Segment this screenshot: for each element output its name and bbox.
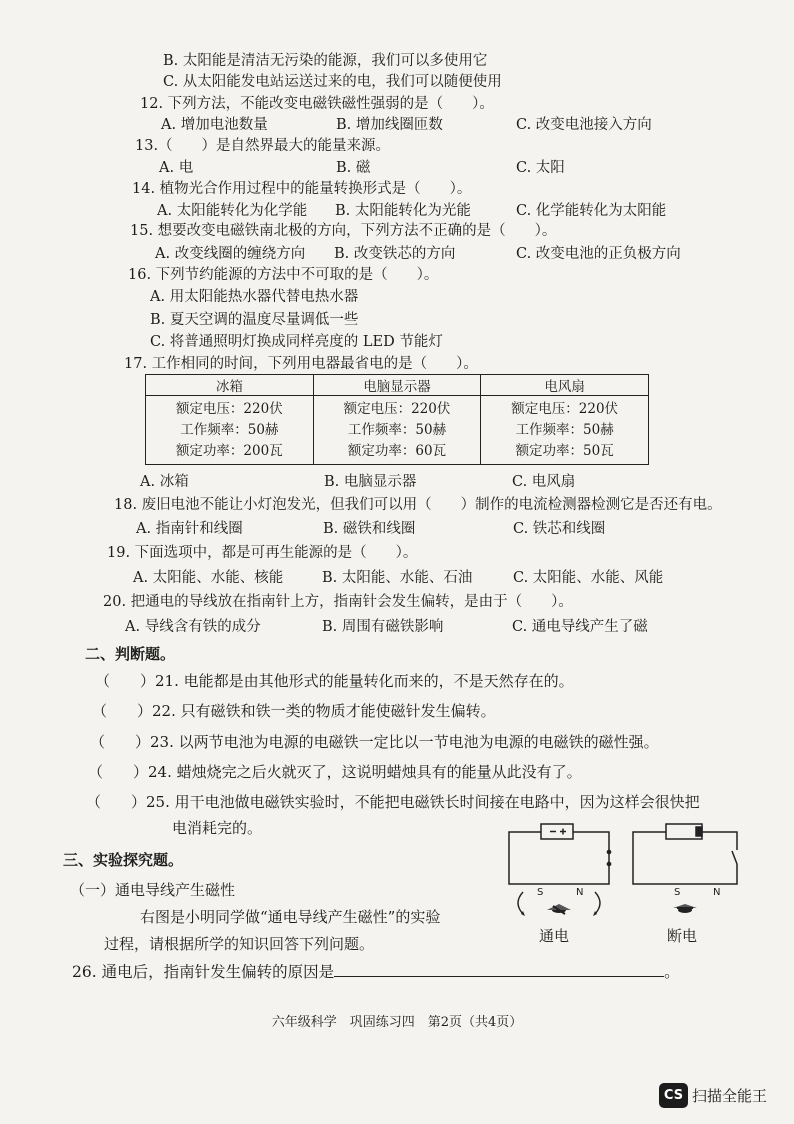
circuit-on [509,824,611,884]
table-header: 冰箱 [146,375,314,396]
table-cell [481,396,649,465]
q18-stem: 18. 废旧电池不能让小灯泡发光，但我们可以用（ ）制作的电流检测器检测它是否还有电。 [114,497,722,513]
q15-stem: 15. 想要改变电磁铁南北极的方向，下列方法不正确的是（ ）。 [130,223,557,239]
q17-option-b: B. 电脑显示器 [324,474,417,490]
judge-item-22: （ ）22. 只有磁铁和铁一类的物质才能使磁针发生偏转。 [92,702,496,720]
judge-item-24: （ ）24. 蜡烛烧完之后火就灭了，这说明蜡烛具有的能量从此没有了。 [88,763,582,781]
judge-item-23: （ ）23. 以两节电池为电源的电磁铁一定比以一节电池为电源的电磁铁的磁性强。 [90,733,659,751]
q15-option-a: A. 改变线圈的缠绕方向 [155,246,306,262]
section-heading-judge: 二、判断题。 [85,645,176,663]
experiment-figure [495,818,760,948]
q14-option-c: C. 化学能转化为太阳能 [516,203,667,219]
answer-blank[interactable] [334,962,664,977]
q18-option-b: B. 磁铁和线圈 [323,521,416,537]
q18-option-c: C. 铁芯和线圈 [513,521,606,537]
q12-option-b: B. 增加线圈匝数 [336,117,443,133]
spec-frequency: 工作频率：50赫 [515,421,614,438]
q20-option-c: C. 通电导线产生了磁 [512,619,648,635]
appliance-table [145,374,649,465]
q14-stem: 14. 植物光合作用过程中的能量转换形式是（ ）。 [132,181,472,197]
compass-on-n-label: N [576,887,584,898]
compass-off-icon [673,904,697,913]
camscanner-text: 扫描全能王 [692,1087,768,1105]
judge-item-21: （ ）21. 电能都是由其他形式的能量转化而来的，不是天然存在的。 [95,672,574,690]
circuit-off [633,824,737,884]
q19-option-b: B. 太阳能、水能、石油 [322,570,473,586]
q20-option-b: B. 周围有磁铁影响 [322,619,444,635]
compass-on-icon [518,892,600,916]
spec-voltage: 额定电压：220伏 [175,400,283,417]
table-header: 电脑显示器 [313,375,481,396]
compass-off-n-label: N [713,887,721,898]
figure-caption-on: 通电 [539,927,570,945]
q13-option-a: A. 电 [159,160,194,176]
circuit-off-wire [633,832,737,884]
q20-stem: 20. 把通电的导线放在指南针上方，指南针会发生偏转，是由于（ ）。 [103,594,573,610]
q16-option-c: C. 将普通照明灯换成同样亮度的 LED 节能灯 [150,334,443,350]
q14-option-b: B. 太阳能转化为光能 [335,203,471,219]
judge-item-25-cont: 电消耗完的。 [172,819,263,837]
table-header: 电风扇 [481,375,649,396]
table-cell [146,396,314,465]
q17-stem: 17. 工作相同的时间，下列用电器最省电的是（ ）。 [124,356,478,372]
q16-option-b: B. 夏天空调的温度尽量调低一些 [150,312,359,328]
spec-power: 额定功率：60瓦 [347,442,447,459]
q11-option-c: C. 从太阳能发电站运送过来的电，我们可以随便使用 [163,74,502,90]
q26-text: 26. 通电后，指南针发生偏转的原因是 [72,963,335,981]
q13-option-b: B. 磁 [336,160,371,176]
q14-option-a: A. 太阳能转化为化学能 [157,203,308,219]
q19-option-c: C. 太阳能、水能、风能 [513,570,664,586]
q12-stem: 12. 下列方法，不能改变电磁铁磁性强弱的是（ ）。 [140,96,494,112]
q13-option-c: C. 太阳 [516,160,565,176]
spec-voltage: 额定电压：220伏 [343,400,451,417]
q19-option-a: A. 太阳能、水能、核能 [133,570,284,586]
q16-stem: 16. 下列节约能源的方法中不可取的是（ ）。 [128,267,439,283]
q26-end: 。 [664,963,680,981]
q15-option-b: B. 改变铁芯的方向 [334,246,456,262]
intro-line-2: 过程，请根据所学的知识回答下列问题。 [104,935,375,953]
q20-option-a: A. 导线含有铁的成分 [125,619,261,635]
battery-on-icon [541,824,573,839]
spec-power: 额定功率：200瓦 [175,442,283,459]
q13-stem: 13.（ ）是自然界最大的能量来源。 [135,138,391,154]
q12-option-c: C. 改变电池接入方向 [516,117,652,133]
q11-option-b: B. 太阳能是清洁无污染的能源，我们可以多使用它 [163,53,488,69]
q17-option-c: C. 电风扇 [512,474,576,490]
page-footer: 六年级科学 巩固练习四 第2页（共4页） [271,1015,523,1030]
table-header-row [146,375,649,396]
table-row [146,396,649,465]
intro-line-1: 右图是小明同学做“通电导线产生磁性”的实验 [140,908,441,926]
q16-option-a: A. 用太阳能热水器代替电热水器 [150,289,359,305]
q18-option-a: A. 指南针和线圈 [136,521,243,537]
q19-stem: 19. 下面选项中，都是可再生能源的是（ ）。 [107,545,418,561]
spec-power: 额定功率：50瓦 [515,442,614,459]
table-cell [313,396,481,465]
q17-option-a: A. 冰箱 [140,474,189,490]
judge-item-25: （ ）25. 用干电池做电磁铁实验时，不能把电磁铁长时间接在电路中，因为这样会很快把 [86,793,700,811]
subsection-title: （一）通电导线产生磁性 [70,881,236,899]
spec-voltage: 额定电压：220伏 [511,400,619,417]
compass-on-s-label: S [537,887,544,898]
spec-frequency: 工作频率：50赫 [347,421,447,438]
figure-caption-off: 断电 [667,927,698,945]
q12-option-a: A. 增加电池数量 [161,117,268,133]
q26-stem [72,962,680,981]
camscanner-logo: CS [659,1083,688,1108]
q15-option-c: C. 改变电池的正负极方向 [516,246,681,262]
compass-off-s-label: S [674,887,681,898]
circuit-on-wire [509,832,609,884]
spec-frequency: 工作频率：50赫 [180,421,279,438]
section-heading-experiment: 三、实验探究题。 [63,851,184,869]
